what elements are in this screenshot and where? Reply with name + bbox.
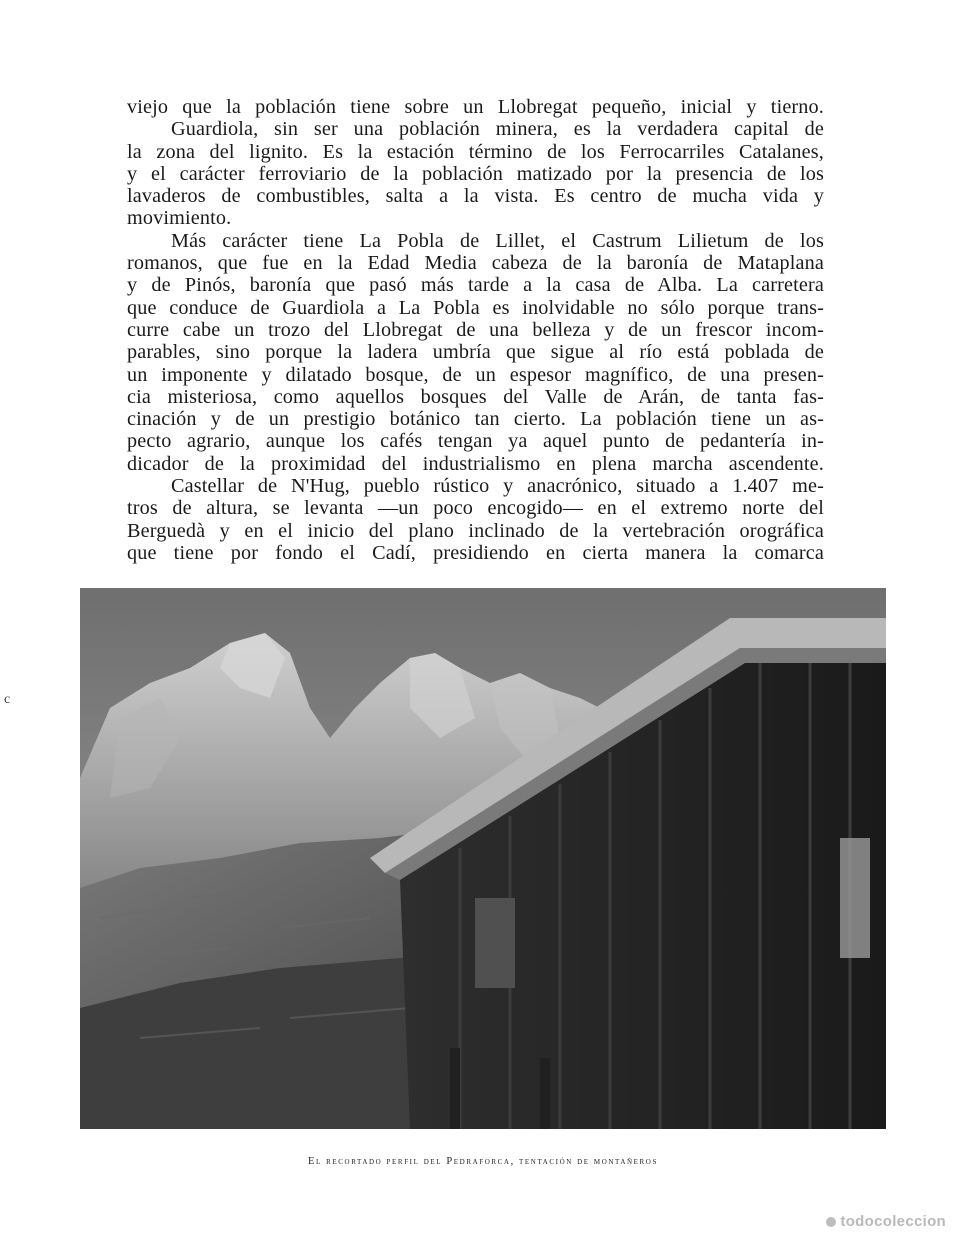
mountain-cabin-illustration [80, 588, 886, 1129]
text-line: viejo que la población tiene sobre un Llobregat pequeño, inicial y tierno. [127, 96, 824, 118]
text-line: curre cabe un trozo del Llobregat de una belleza y de un frescor incom- [127, 318, 824, 341]
text-line: Guardiola, sin ser una población minera, es la verdadera capital de [171, 118, 824, 141]
text-line: y de Pinós, baronía que pasó más tarde a la casa de Alba. La carretera [127, 274, 824, 297]
text-line: que tiene por fondo el Cadí, presidiendo en cierta manera la comarca [127, 541, 824, 564]
text-line: movimiento. [127, 207, 232, 230]
watermark [826, 1213, 946, 1230]
text-line: que conduce de Guardiola a La Pobla es inolvidable no sólo porque trans- [127, 296, 824, 319]
text-line: la zona del lignito. Es la estación término de los Ferrocarriles Catalanes, [127, 140, 824, 163]
text-line: un imponente y dilatado bosque, de un espesor magnífico, de una presen- [127, 363, 824, 386]
text-line: cia misteriosa, como aquellos bosques del Valle de Arán, de tanta fas- [127, 385, 824, 408]
text-line: lavaderos de combustibles, salta a la vista. Es centro de mucha vida y [127, 185, 824, 208]
text-line: Más carácter tiene La Pobla de Lillet, el Castrum Lilietum de los [171, 229, 824, 252]
text-line: cinación y de un prestigio botánico tan cierto. La población tiene un as- [127, 408, 824, 431]
body-text [127, 96, 824, 564]
margin-mark: c [4, 692, 11, 707]
text-line: pecto agrario, aunque los cafés tengan ya aquel punto de pedantería in- [127, 430, 824, 453]
text-line: romanos, que fue en la Edad Media cabeza de la baronía de Mataplana [127, 252, 824, 275]
text-line: parables, sino porque la ladera umbría que sigue al río está poblada de [127, 341, 824, 364]
text-line: dicador de la proximidad del industrialismo en plena marcha ascendente. [127, 452, 824, 475]
watermark-dot-icon [826, 1217, 836, 1227]
text-line: Berguedà y en el inicio del plano inclinado de la vertebración orográfica [127, 519, 824, 542]
mountain-photo [80, 588, 886, 1129]
text-line: y el carácter ferroviario de la población matizado por la presencia de los [127, 162, 824, 185]
watermark-text: todocoleccion [840, 1213, 946, 1230]
photo-caption: El recortado perfil del Pedraforca, tentación de montañeros [308, 1156, 658, 1167]
text-line: tros de altura, se levanta —un poco encogido— en el extremo norte del [127, 497, 824, 520]
text-line: Castellar de N'Hug, pueblo rústico y anacrónico, situado a 1.407 me- [171, 475, 824, 498]
